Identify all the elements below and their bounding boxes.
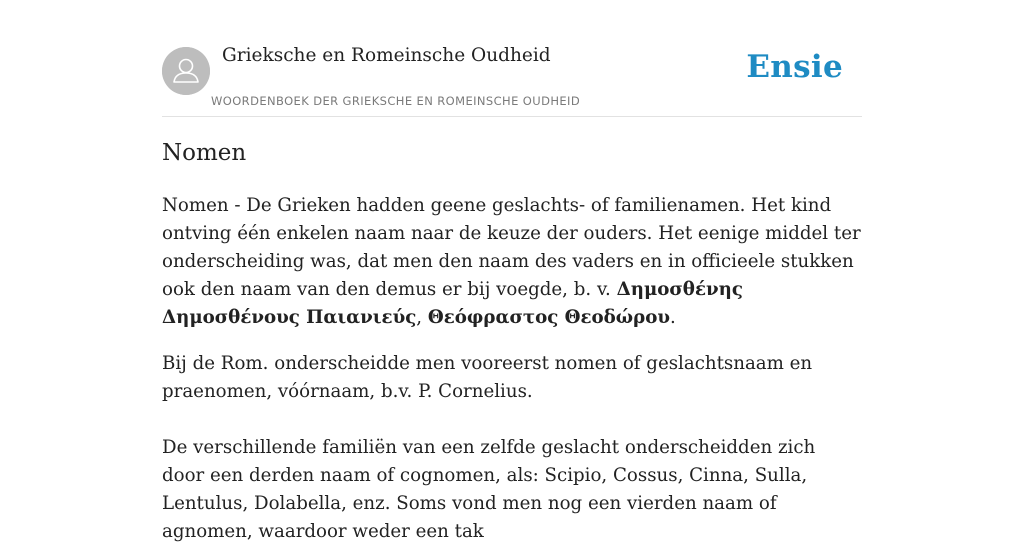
- greek-name-1: Δημοσθένης Δημοσθένους Παιανιεύς: [162, 279, 743, 328]
- entry-paragraph-3: De verschillende familiën van een zelfde geslacht onderscheidden zich door een derden naam of cognomen, als: Scipio, Cossus, Cinna, Sulla, Lentulus, Dolabella, enz. Soms vond men nog een vierden naam of agnomen, waardoor weder een tak: [162, 437, 816, 542]
- greek-name-2: Θεόφραστος Θεοδώρου: [427, 307, 670, 328]
- entry-paragraph-1: [162, 192, 862, 332]
- source-subtitle: WOORDENBOEK DER GRIEKSCHE EN ROMEINSCHE OUDHEID: [211, 94, 581, 108]
- paragraph-1-text: Nomen - De Grieken hadden geene geslachts- of familienamen. Het kind ontving één enkelen naam naar de keuze der ouders. Het eenige middel ter onderscheiding was, dat men den naam des vaders en in officieele stukken ook den naam van den demus er bij voegde, b. v.: [162, 195, 861, 300]
- entry-body: [162, 192, 862, 546]
- entry-title: Nomen: [162, 140, 247, 166]
- greek-separator: ,: [416, 307, 428, 328]
- ensie-logo[interactable]: Ensie: [746, 49, 843, 85]
- user-avatar-icon[interactable]: [162, 47, 210, 95]
- paragraph-1-end: .: [669, 307, 676, 328]
- source-header: [162, 0, 862, 117]
- entry-paragraph-2: Bij de Rom. onderscheidde men vooreerst nomen of geslachtsnaam en praenomen, vóórnaam, b.v. P. Cornelius.: [162, 353, 813, 402]
- page-container: [162, 0, 862, 542]
- source-title-link[interactable]: Grieksche en Romeinsche Oudheid: [222, 45, 551, 66]
